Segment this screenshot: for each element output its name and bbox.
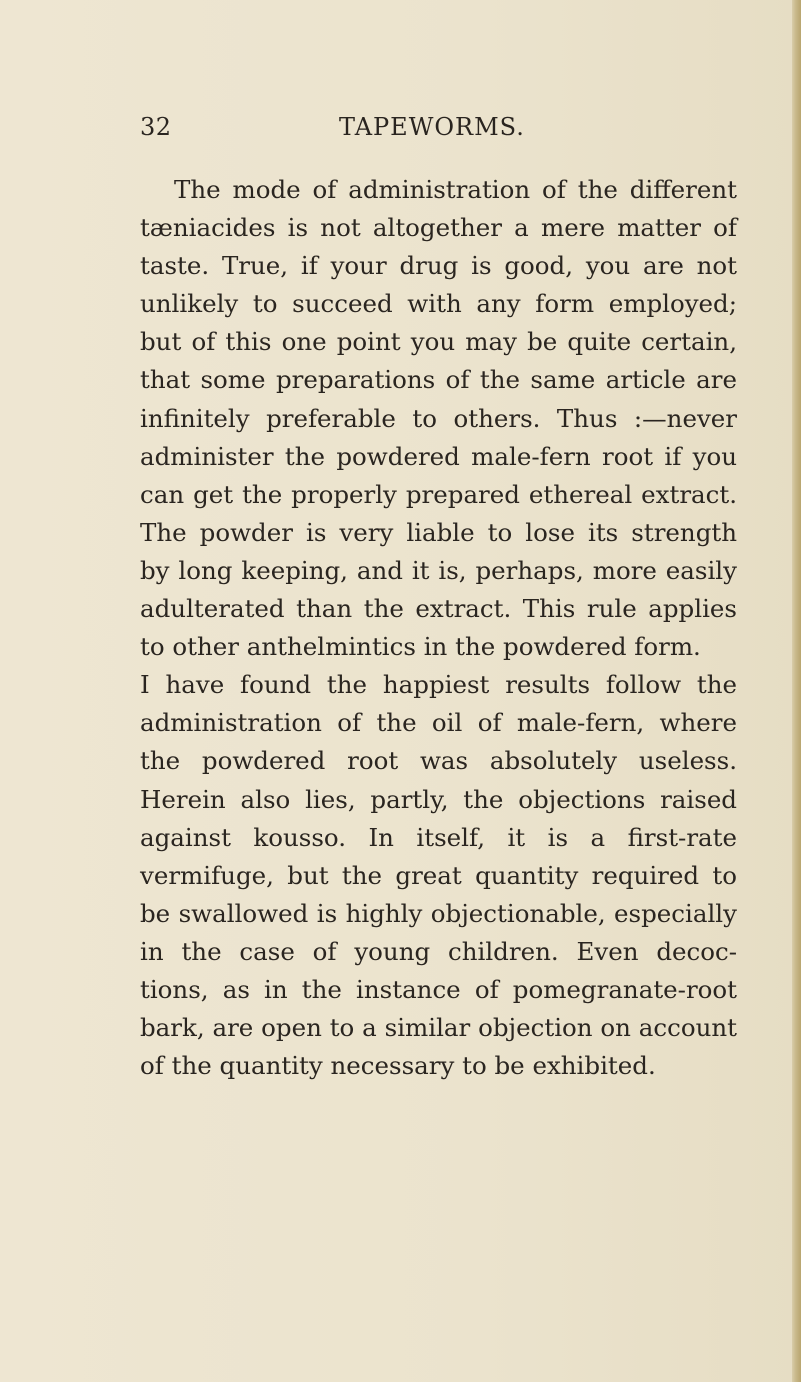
text-line: against kousso. In itself, it is a first-rate [140, 822, 737, 852]
text-line: administer the powdered male-fern root if you [140, 441, 737, 471]
text-line: can get the properly prepared ethereal extract. [140, 479, 737, 509]
text-line: the powdered root was absolutely useless. [140, 746, 737, 776]
body-text [140, 171, 737, 1085]
text-line: The mode of administration of the different [174, 175, 737, 204]
page-number: 32 [140, 113, 172, 141]
text-line: taste. True, if your drug is good, you are not [140, 251, 737, 281]
text-line: to other anthelmintics in the powdered form. [140, 632, 701, 662]
page-edge [792, 0, 801, 1382]
text-line: tions, as in the instance of pomegranate-root [140, 974, 737, 1004]
text-line: adulterated than the extract. This rule applies [140, 594, 737, 624]
text-line: infinitely preferable to others. Thus :—never [140, 403, 737, 433]
text-line: be swallowed is highly objectionable, especially [140, 898, 737, 928]
text-line: of the quantity necessary to be exhibited. [140, 1051, 656, 1081]
text-line: by long keeping, and it is, perhaps, more easily [140, 555, 737, 585]
text-line: vermifuge, but the great quantity required to [140, 860, 737, 890]
text-line: that some preparations of the same article are [140, 365, 737, 395]
text-line: administration of the oil of male-fern, where [140, 708, 737, 738]
text-line: I have found the happiest results follow the [140, 670, 737, 700]
running-title: TAPEWORMS. [339, 113, 525, 141]
text-line: bark, are open to a similar objection on account [140, 1013, 737, 1043]
text-line: but of this one point you may be quite certain, [140, 327, 737, 357]
text-line: unlikely to succeed with any form employed; [140, 289, 737, 319]
page-header [140, 113, 740, 147]
text-line: tæniacides is not altogether a mere matter of [140, 213, 737, 243]
text-line: in the case of young children. Even decoc- [140, 936, 737, 966]
text-line: Herein also lies, partly, the objections raised [140, 784, 737, 814]
text-line: The powder is very liable to lose its strength [140, 517, 737, 547]
